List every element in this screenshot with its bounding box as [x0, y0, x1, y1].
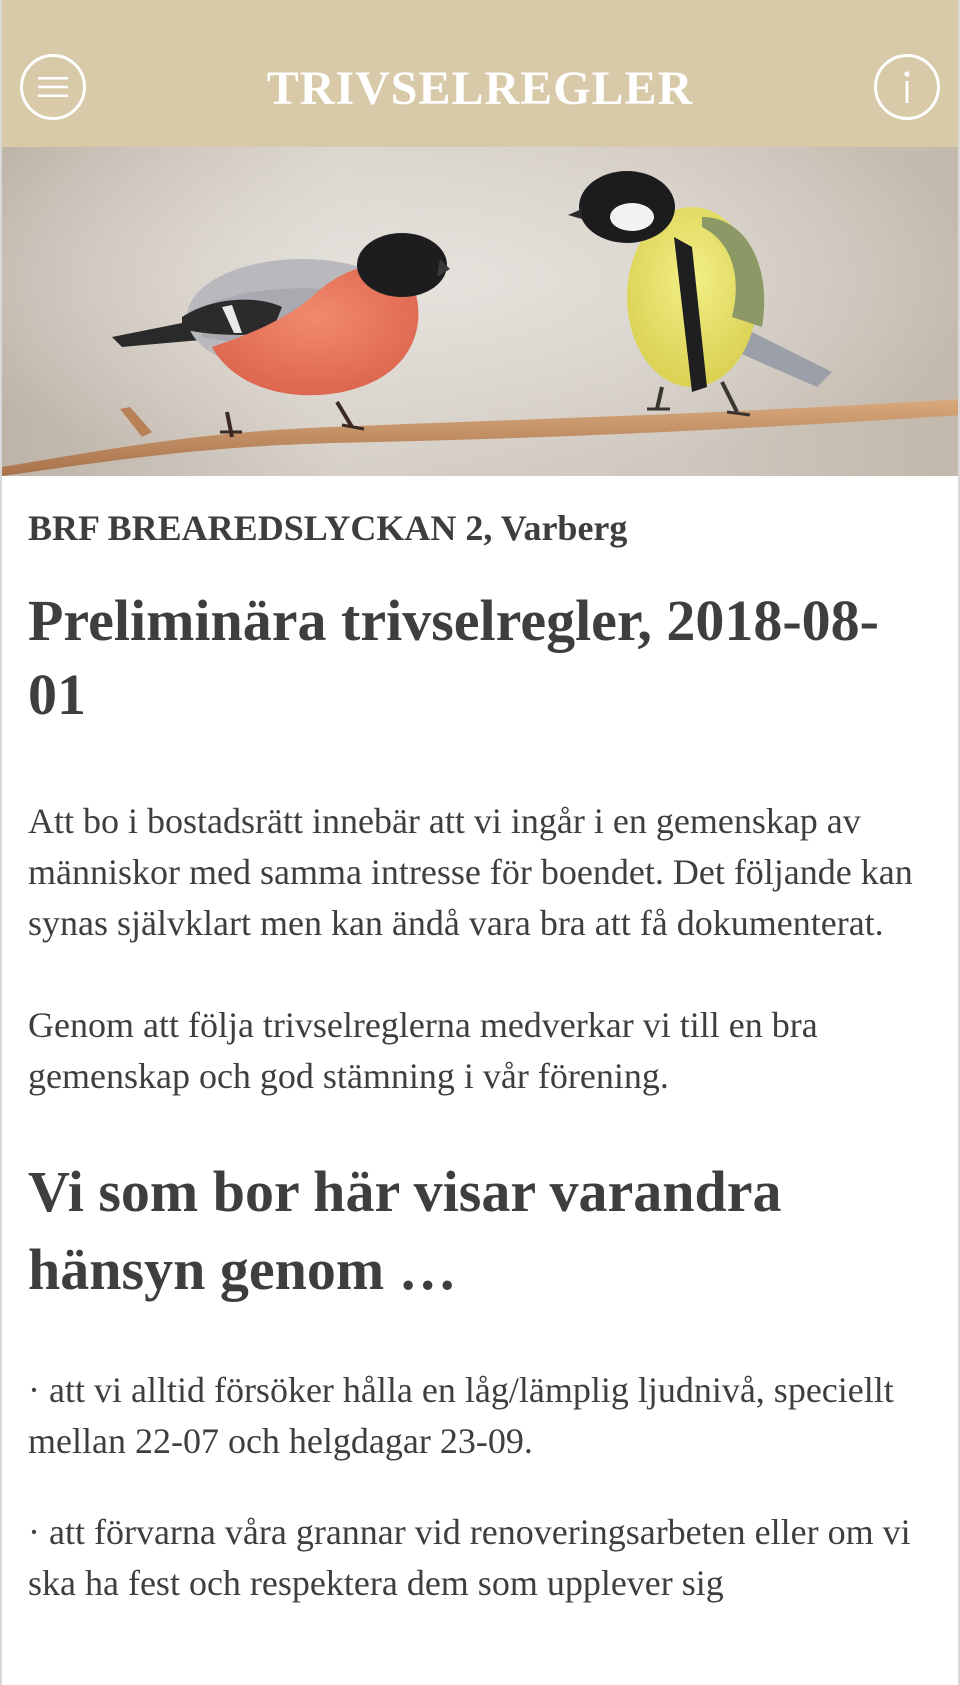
top-bar — [2, 0, 958, 147]
article-heading: Preliminära trivselregler, 2018-08-01 — [28, 588, 879, 727]
organization-name: BRF BREAREDSLYCKAN 2, Varberg — [28, 508, 628, 548]
bird-photo — [2, 147, 958, 476]
info-icon — [901, 70, 913, 104]
rule-item: · att förvarna våra grannar vid renoveringsarbeten eller om vi ska ha fest och respektera dem som upplever sig — [28, 1512, 911, 1603]
intro-paragraph-2: Genom att följa trivselreglerna medverkar vi till en bra gemenskap och god stämning i vår förening. — [28, 1005, 818, 1096]
page-title: TRIVSELREGLER — [266, 62, 694, 115]
article — [28, 476, 932, 1609]
section-heading: Vi som bor här visar varandra hänsyn genom … — [28, 1159, 782, 1302]
intro-paragraph: Att bo i bostadsrätt innebär att vi ingår i en gemenskap av människor med samma intresse för boendet. Det följande kan synas självklart men kan ändå vara bra att få dokumenterat. — [28, 801, 913, 943]
info-button[interactable] — [874, 54, 940, 120]
hero-image — [2, 147, 958, 476]
rule-item: · att vi alltid försöker hålla en låg/lämplig ljudnivå, speciellt mellan 22-07 och helgdagar 23-09. — [28, 1370, 894, 1461]
